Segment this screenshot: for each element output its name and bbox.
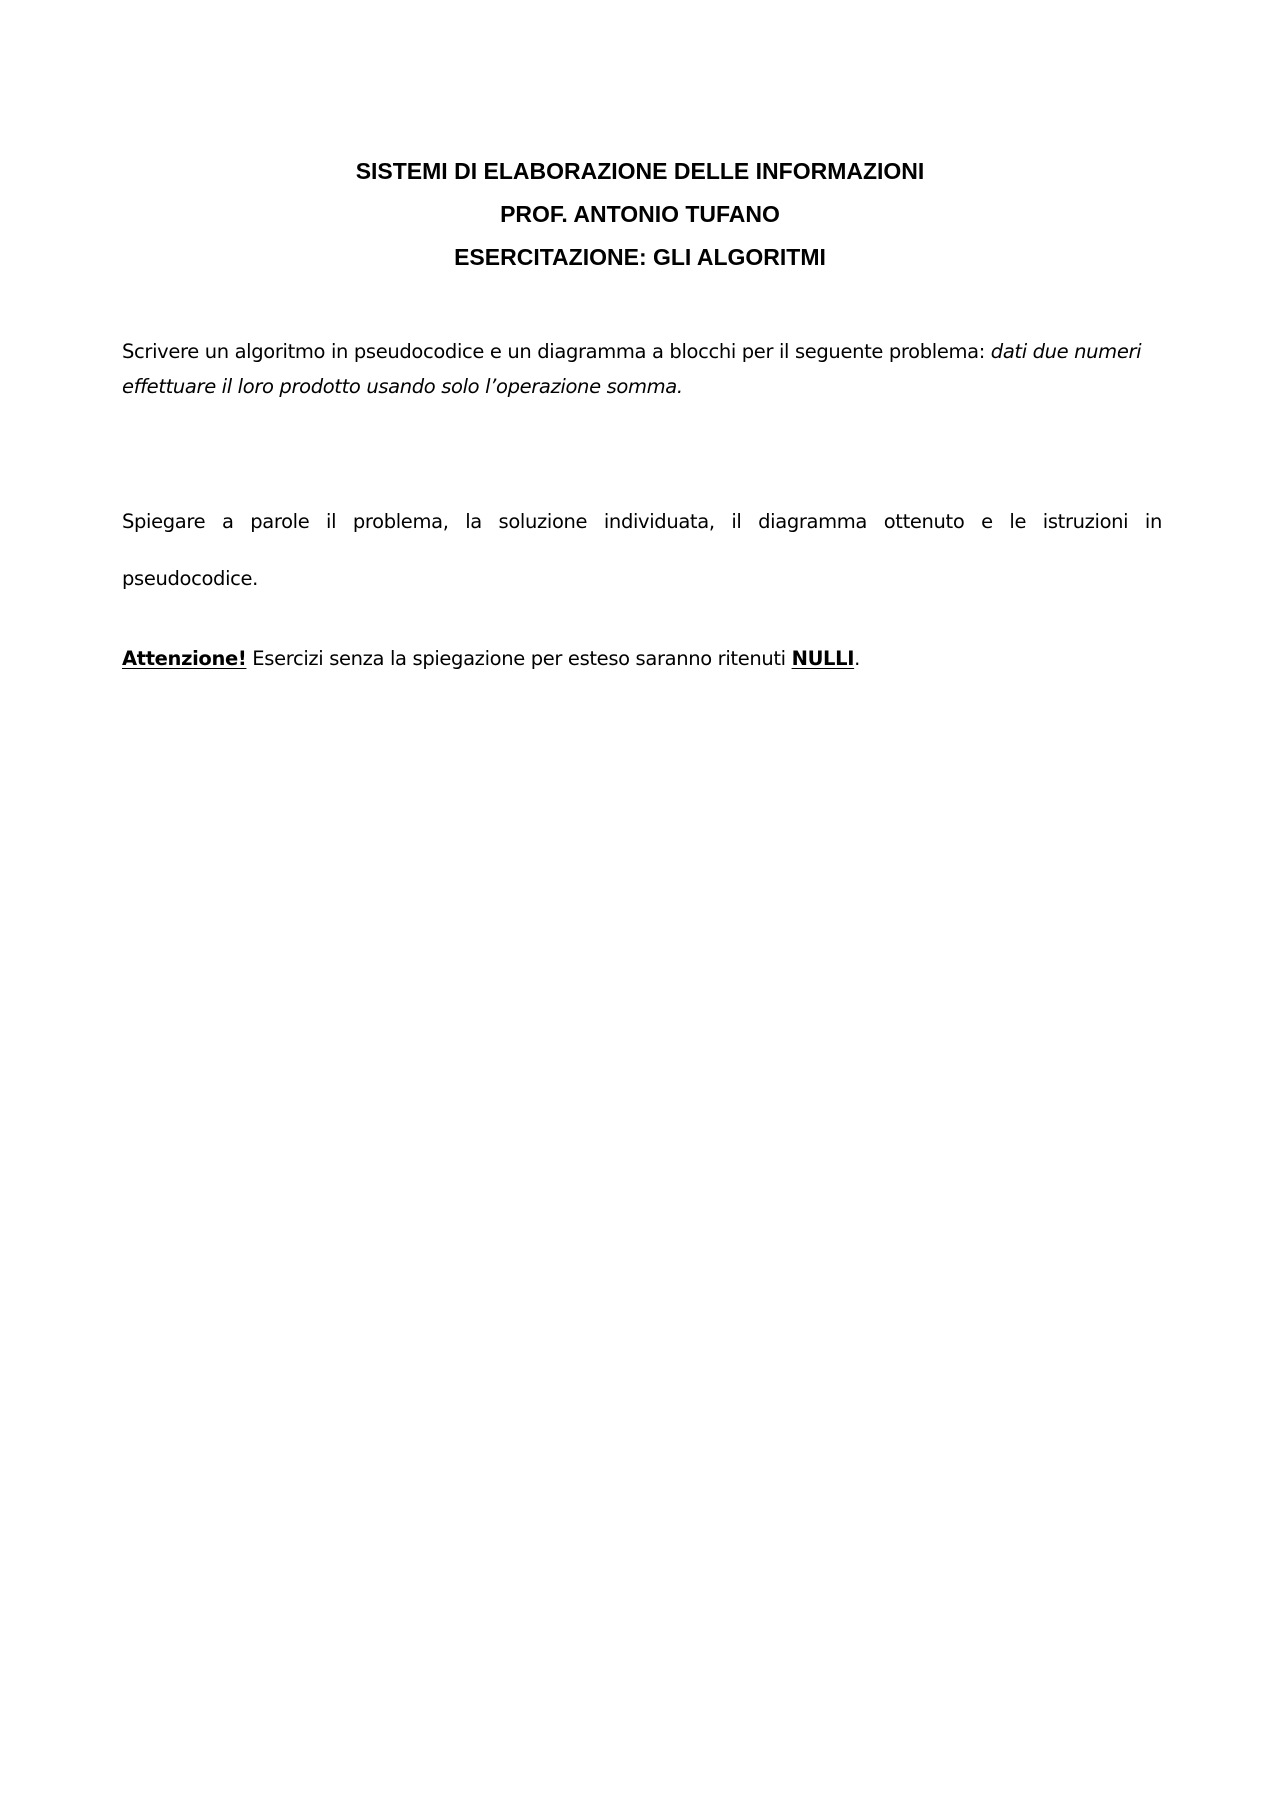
- warning-paragraph: [122, 641, 1162, 676]
- warning-text: Esercizi senza la spiegazione per esteso saranno ritenuti: [246, 647, 792, 670]
- document-header: [0, 150, 1280, 279]
- warning-label: Attenzione!: [122, 647, 247, 670]
- exercise-title: ESERCITAZIONE: GLI ALGORITMI: [454, 244, 826, 270]
- assignment-period: .: [676, 375, 683, 398]
- assignment-paragraph: [122, 334, 1162, 404]
- professor-name: PROF. ANTONIO TUFANO: [500, 201, 780, 227]
- warning-emphasis: NULLI: [791, 647, 855, 670]
- warning-period: .: [854, 647, 860, 670]
- assignment-problem: dati due numeri effettuare il loro prodotto usando solo l’operazione somma: [122, 340, 1142, 398]
- course-title: SISTEMI DI ELABORAZIONE DELLE INFORMAZIONI: [355, 158, 925, 184]
- explanation-line-1: Spiegare a parole il problema, la soluzione individuata, il diagramma ottenuto e le istruzioni in: [122, 510, 1162, 533]
- explanation-line-2: pseudocodice.: [122, 567, 259, 590]
- assignment-intro: Scrivere un algoritmo in pseudocodice e un diagramma a blocchi per il seguente problema:: [122, 340, 991, 363]
